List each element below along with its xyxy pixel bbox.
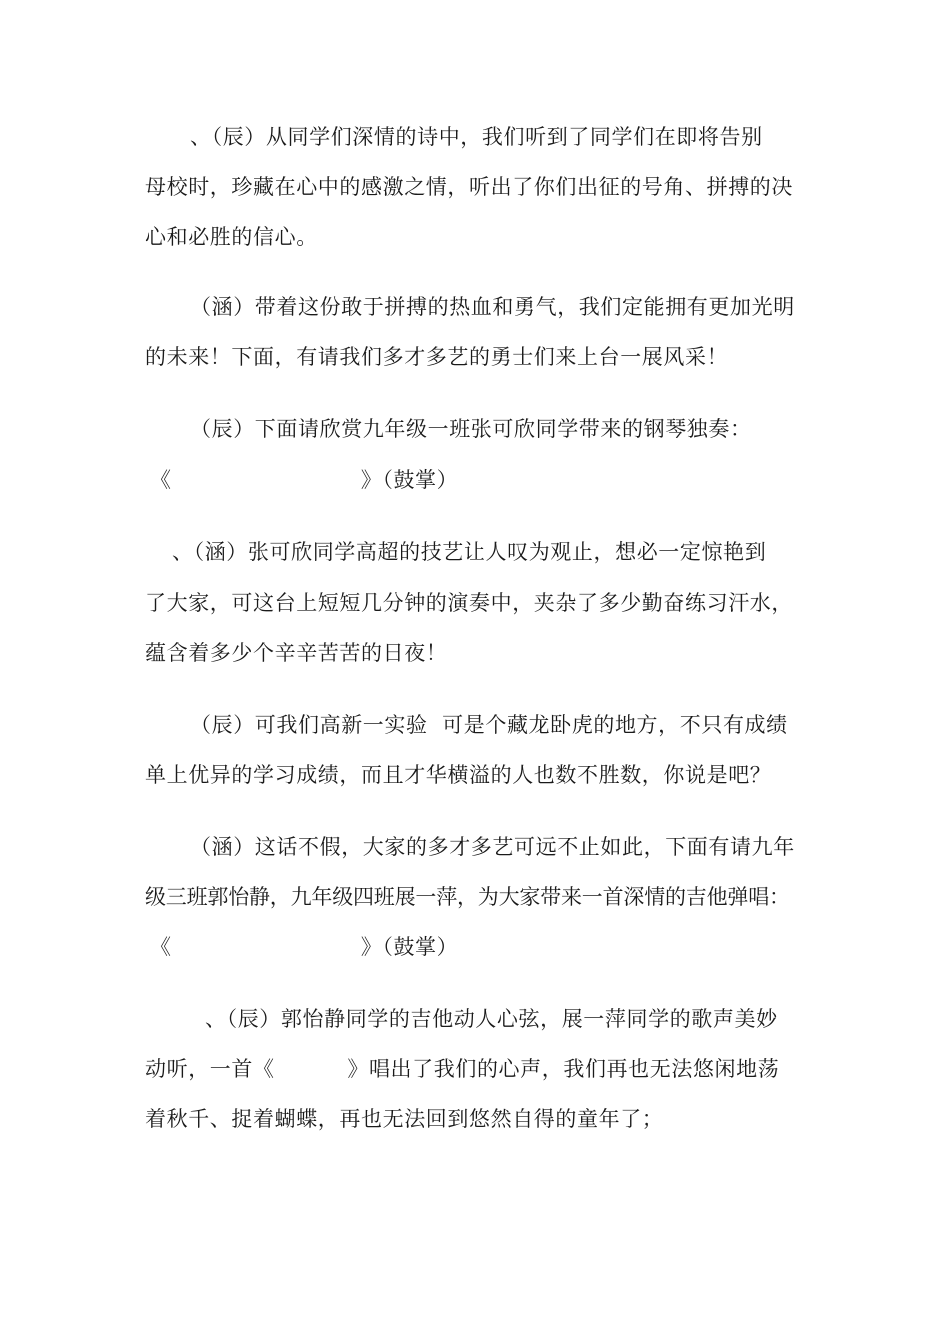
text-line: 着秋千、捉着蝴蝶，再也无法回到悠然自得的童年了； bbox=[145, 1107, 664, 1131]
text-line: 、（涵）张可欣同学高超的技艺让人叹为观止，想必一定惊艳到 bbox=[172, 540, 767, 564]
text-line: （涵）带着这份敢于拼搏的热血和勇气，我们定能拥有更加光明 bbox=[190, 295, 795, 319]
text-line: （涵）这话不假，大家的多才多艺可远不止如此，下面有请九年 bbox=[190, 835, 795, 859]
text-line: 、（辰）郭怡静同学的吉他动人心弦，展一萍同学的歌声美妙 bbox=[205, 1007, 778, 1031]
text-line: 《 》（鼓掌） bbox=[150, 468, 459, 492]
text-line: 的未来！下面，有请我们多才多艺的勇士们来上台一展风采！ bbox=[145, 345, 729, 369]
text-line: 母校时，珍藏在心中的感激之情，听出了你们出征的号角、拼搏的决 bbox=[145, 175, 793, 199]
text-line: 心和必胜的信心。 bbox=[145, 225, 318, 249]
text-line: 单上优异的学习成绩，而且才华横溢的人也数不胜数，你说是吧？ bbox=[145, 763, 772, 787]
text-line: （辰）可我们高新一实验 可是个藏龙卧虎的地方，不只有成绩 bbox=[190, 713, 788, 737]
text-line: 级三班郭怡静，九年级四班展一萍，为大家带来一首深情的吉他弹唱： bbox=[145, 885, 790, 909]
text-line: 、（辰）从同学们深情的诗中，我们听到了同学们在即将告别 bbox=[190, 125, 763, 149]
text-line: 动听，一首《 》唱出了我们的心声，我们再也无法悠闲地荡 bbox=[145, 1057, 780, 1081]
text-line: （辰）下面请欣赏九年级一班张可欣同学带来的钢琴独奏： bbox=[190, 417, 752, 441]
text-line: 了大家，可这台上短短几分钟的演奏中，夹杂了多少勤奋练习汗水， bbox=[145, 591, 793, 615]
text-line: 蕴含着多少个辛辛苦苦的日夜！ bbox=[145, 641, 448, 665]
text-line: 《 》（鼓掌） bbox=[150, 935, 459, 959]
